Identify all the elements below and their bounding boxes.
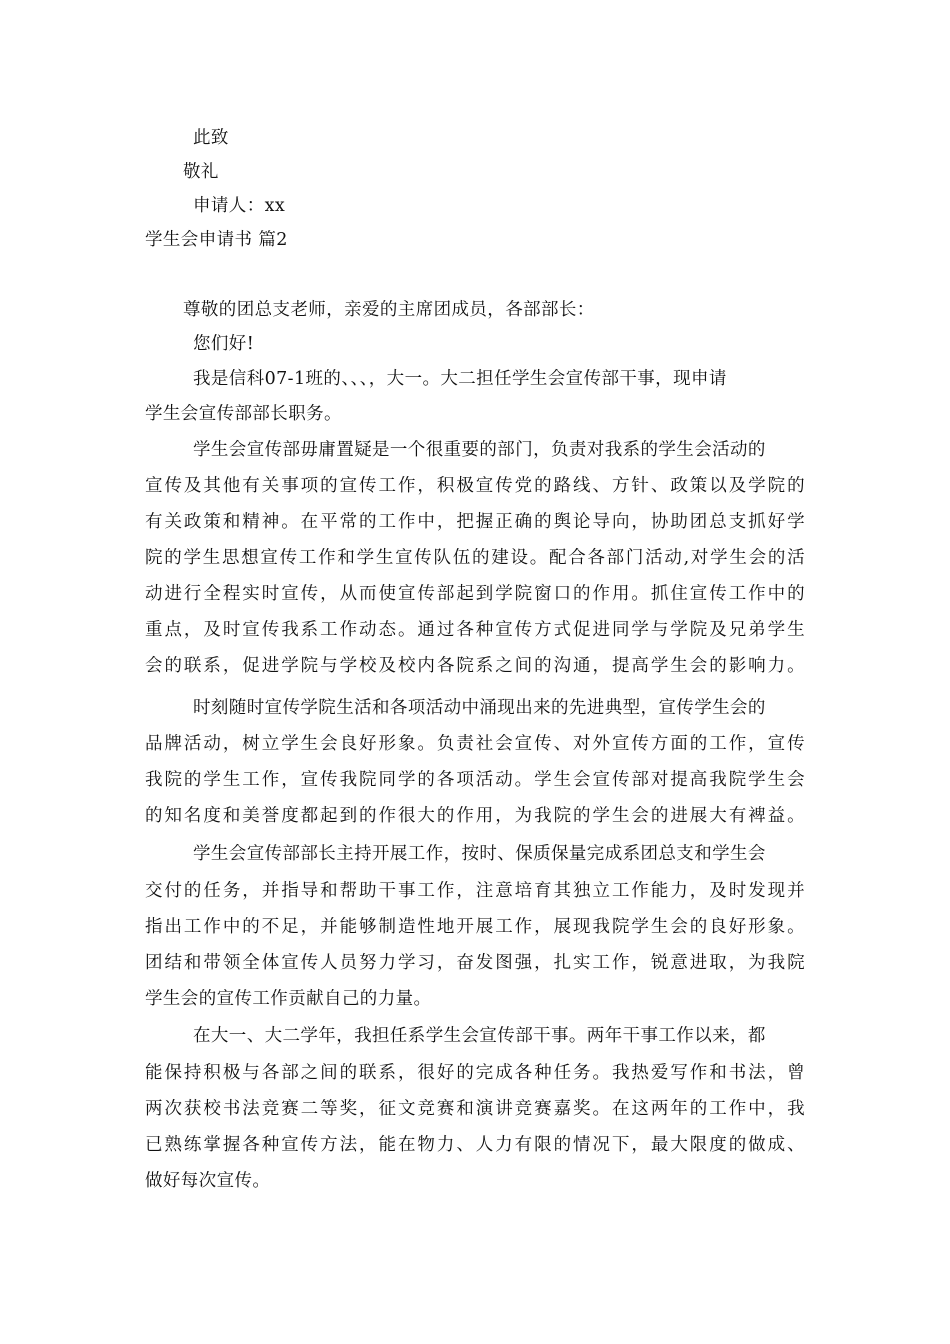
applicant-signature: 申请人：xx	[193, 196, 286, 216]
paragraph-3-line-1: 时刻随时宣传学院生活和各项活动中涌现出来的先进典型，宣传学生会的	[193, 698, 766, 718]
paragraph-1-line-1: 我是信科07-1班的、、、，大一。大二担任学生会宣传部干事，现申请	[193, 369, 727, 389]
paragraph-2-line-6: 重点，及时宣传我系工作动态。通过各种宣传方式促进同学与学院及兄弟学生	[145, 620, 805, 640]
salutation: 尊敬的团总支老师，亲爱的主席团成员，各部部长：	[183, 300, 595, 320]
closing-greeting: 此致	[193, 128, 229, 148]
paragraph-3-line-2: 品牌活动，树立学生会良好形象。负责社会宣传、对外宣传方面的工作，宣传	[145, 734, 805, 754]
paragraph-5-line-5: 做好每次宣传。	[145, 1171, 271, 1191]
paragraph-3-line-3: 我院的学生工作，宣传我院同学的各项活动。学生会宣传部对提高我院学生会	[145, 770, 805, 790]
paragraph-3-line-4: 的知名度和美誉度都起到的作很大的作用，为我院的学生会的进展大有裨益。	[145, 806, 805, 826]
section-title: 学生会申请书 篇2	[145, 230, 288, 250]
paragraph-2-line-2: 宣传及其他有关事项的宣传工作，积极宣传党的路线、方针、政策以及学院的	[145, 476, 805, 496]
paragraph-2-line-3: 有关政策和精神。在平常的工作中，把握正确的舆论导向，协助团总支抓好学	[145, 512, 805, 532]
paragraph-5-line-4: 已熟练掌握各种宣传方法，能在物力、人力有限的情况下，最大限度的做成、	[145, 1135, 805, 1155]
paragraph-4-line-3: 指出工作中的不足，并能够制造性地开展工作，展现我院学生会的良好形象。	[145, 917, 805, 937]
paragraph-4-line-5: 学生会的宣传工作贡献自己的力量。	[145, 989, 432, 1009]
paragraph-4-line-4: 团结和带领全体宣传人员努力学习，奋发图强，扎实工作，锐意进取，为我院	[145, 953, 805, 973]
paragraph-2-line-5: 动进行全程实时宣传，从而使宣传部起到学院窗口的作用。抓住宣传工作中的	[145, 584, 805, 604]
hello-line: 您们好!	[193, 334, 255, 354]
paragraph-5-line-3: 两次获校书法竞赛二等奖，征文竞赛和演讲竞赛嘉奖。在这两年的工作中，我	[145, 1099, 805, 1119]
paragraph-5-line-1: 在大一、大二学年，我担任系学生会宣传部干事。两年干事工作以来，都	[193, 1026, 766, 1046]
paragraph-5-line-2: 能保持积极与各部之间的联系，很好的完成各种任务。我热爱写作和书法，曾	[145, 1063, 805, 1083]
paragraph-2-line-1: 学生会宣传部毋庸置疑是一个很重要的部门，负责对我系的学生会活动的	[193, 440, 766, 460]
paragraph-2-line-4: 院的学生思想宣传工作和学生宣传队伍的建设。配合各部门活动,对学生会的活	[145, 548, 805, 568]
paragraph-4-line-1: 学生会宣传部部长主持开展工作，按时、保质保量完成系团总支和学生会	[193, 844, 766, 864]
paragraph-1-line-2: 学生会宣传部部长职务。	[145, 404, 342, 424]
paragraph-4-line-2: 交付的任务，并指导和帮助干事工作，注意培育其独立工作能力，及时发现并	[145, 881, 805, 901]
paragraph-2-line-7: 会的联系，促进学院与学校及校内各院系之间的沟通，提高学生会的影响力。	[145, 656, 805, 676]
closing-salute: 敬礼	[183, 162, 219, 182]
